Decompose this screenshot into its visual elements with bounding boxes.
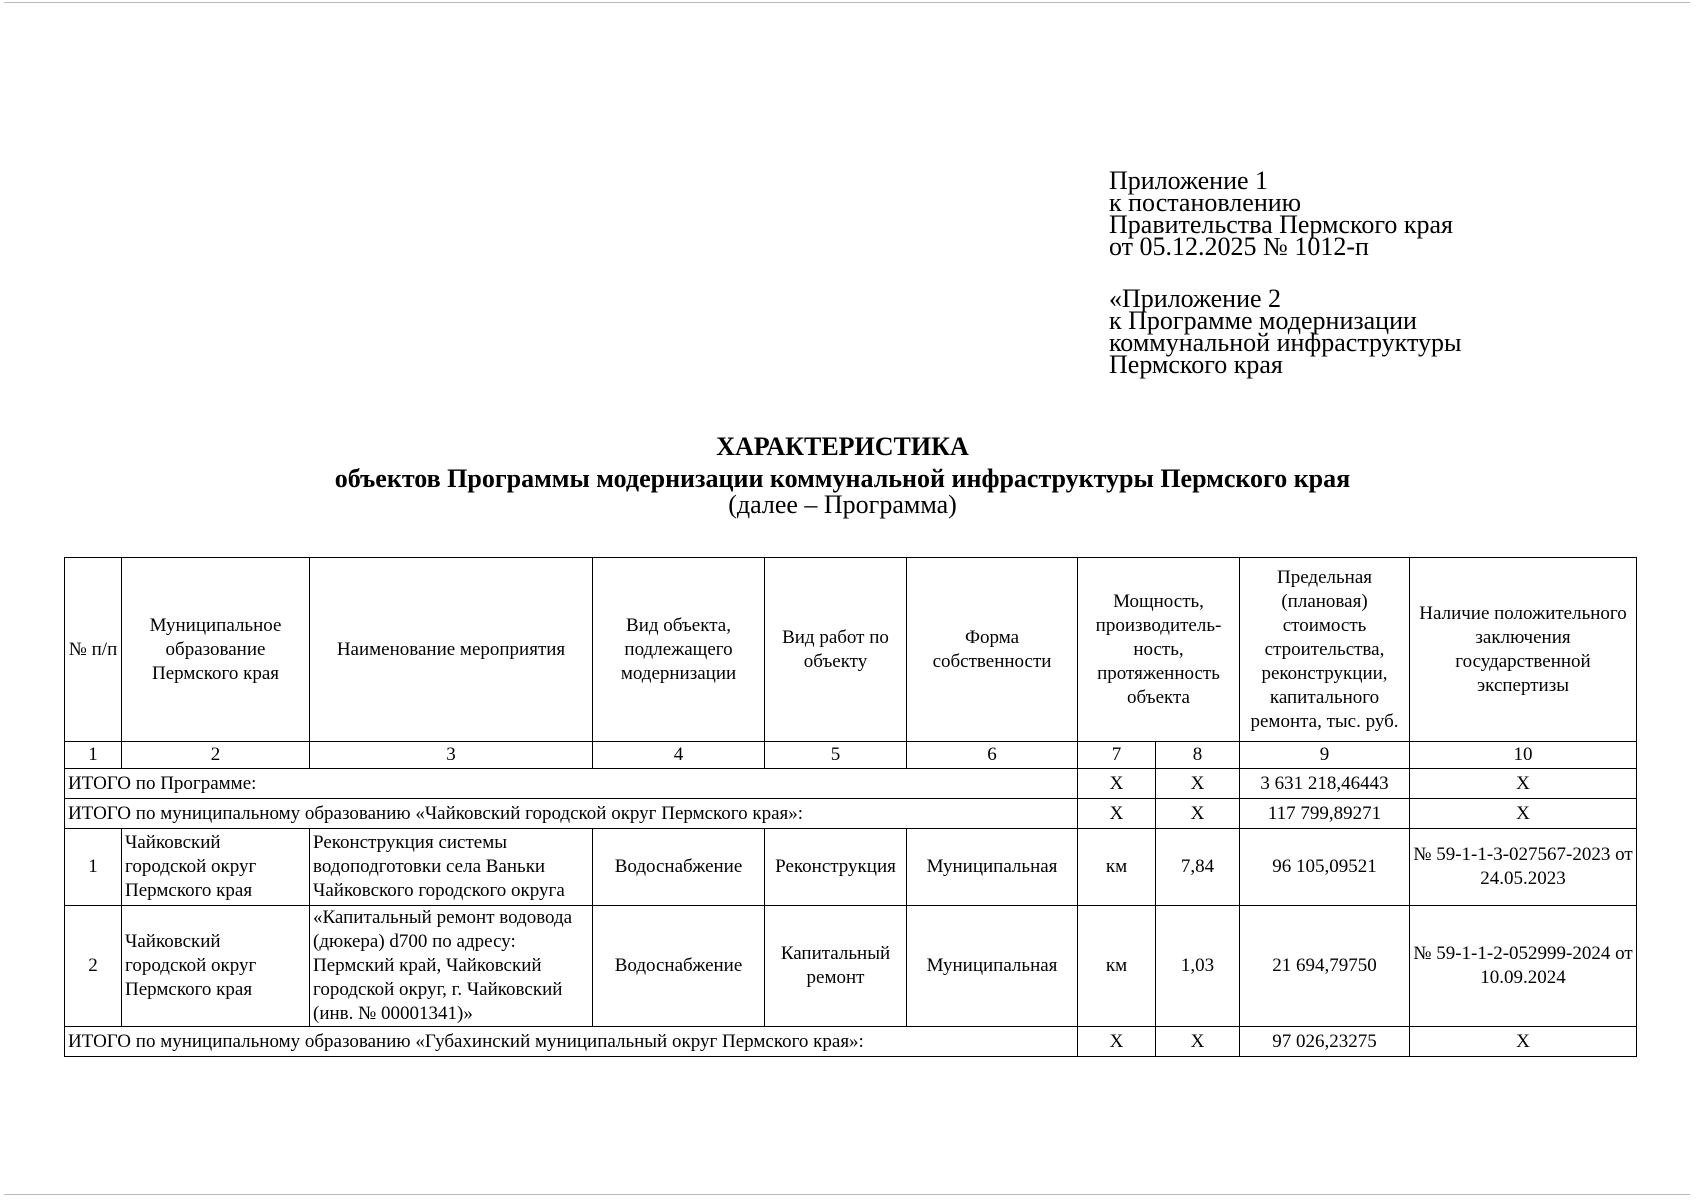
column-number: 6 xyxy=(907,742,1078,769)
column-number: 9 xyxy=(1240,742,1410,769)
table-header-row xyxy=(65,558,1637,742)
characteristics-table xyxy=(64,557,1637,1057)
header-cell-municipality: Муниципальное образование Пермского края xyxy=(122,558,310,742)
column-number: 1 xyxy=(65,742,122,769)
total-chaik-row xyxy=(65,799,1637,829)
document-title: ХАРАКТЕРИСТИКА xyxy=(716,432,969,461)
total-gubakha-c8: X xyxy=(1156,1027,1240,1057)
approval-line: Приложение 1 xyxy=(1109,166,1269,195)
row-expertise: № 59-1-1-3-027567-2023 от 24.05.2023 xyxy=(1410,829,1637,906)
approval-block xyxy=(1109,166,1462,379)
approval-line: от 05.12.2025 № 1012-п xyxy=(1109,232,1369,261)
total-program-label: ИТОГО по Программе: xyxy=(65,769,1078,799)
column-number: 8 xyxy=(1156,742,1240,769)
appendix-line: к Программе модернизации xyxy=(1109,306,1417,335)
column-number: 10 xyxy=(1410,742,1637,769)
row-object-type: Водоснабжение xyxy=(593,829,765,906)
total-chaik-expertise: X xyxy=(1410,799,1637,829)
row-ownership: Муниципальная xyxy=(907,906,1078,1027)
row-name: «Капитальный ремонт водовода (дюкера) d700 по адресу: Пермский край, Чайковский городской округ, г. Чайковский (инв. № 00001341)» xyxy=(310,906,593,1027)
column-number: 2 xyxy=(122,742,310,769)
total-gubakha-cost: 97 026,23275 xyxy=(1240,1027,1410,1057)
total-program-expertise: X xyxy=(1410,769,1637,799)
header-cell-object-type: Вид объекта, подлежащего модернизации xyxy=(593,558,765,742)
row-object-type: Водоснабжение xyxy=(593,906,765,1027)
row-name: Реконструкция системы водоподготовки села Ваньки Чайковского городского округа xyxy=(310,829,593,906)
total-chaik-c7: X xyxy=(1078,799,1156,829)
column-number: 5 xyxy=(765,742,907,769)
row-capacity: 7,84 xyxy=(1156,829,1240,906)
total-program-cost: 3 631 218,46443 xyxy=(1240,769,1410,799)
appendix-line: Пермского края xyxy=(1109,350,1283,379)
header-cell-work-type: Вид работ по объекту xyxy=(765,558,907,742)
header-cell-ownership: Форма собственности xyxy=(907,558,1078,742)
row-cost: 96 105,09521 xyxy=(1240,829,1410,906)
row-ownership: Муниципальная xyxy=(907,829,1078,906)
row-expertise: № 59-1-1-2-052999-2024 от 10.09.2024 xyxy=(1410,906,1637,1027)
total-gubakha-label: ИТОГО по муниципальному образованию «Губахинский муниципальный округ Пермского края»: xyxy=(65,1027,1078,1057)
row-municipality: Чайковский городской округ Пермского края xyxy=(122,829,310,906)
total-gubakha-expertise: X xyxy=(1410,1027,1637,1057)
header-cell-capacity: Мощность, производитель-ность, протяженность объекта xyxy=(1078,558,1240,742)
header-cell-expertise: Наличие положительного заключения государственной экспертизы xyxy=(1410,558,1637,742)
table-row xyxy=(65,906,1637,1027)
row-capacity: 1,03 xyxy=(1156,906,1240,1027)
row-num: 2 xyxy=(65,906,122,1027)
document-subtitle: объектов Программы модернизации коммунальной инфраструктуры Пермского края xyxy=(334,464,1351,493)
table-row xyxy=(65,829,1637,906)
header-cell-name: Наименование мероприятия xyxy=(310,558,593,742)
total-program-c8: X xyxy=(1156,769,1240,799)
approval-line: Правительства Пермского края xyxy=(1109,210,1453,239)
total-chaik-c8: X xyxy=(1156,799,1240,829)
appendix-line: коммунальной инфраструктуры xyxy=(1109,328,1462,357)
row-num: 1 xyxy=(65,829,122,906)
title-block xyxy=(0,432,1685,519)
header-cell-num: № п/п xyxy=(65,558,122,742)
row-cost: 21 694,79750 xyxy=(1240,906,1410,1027)
row-unit: км xyxy=(1078,829,1156,906)
approval-line: к постановлению xyxy=(1109,188,1302,217)
total-gubakha-row xyxy=(65,1027,1637,1057)
total-chaik-cost: 117 799,89271 xyxy=(1240,799,1410,829)
total-gubakha-c7: X xyxy=(1078,1027,1156,1057)
header-cell-cost: Предельная (плановая) стоимость строительства, реконструкции, капитального ремонта, тыс. руб. xyxy=(1240,558,1410,742)
row-work-type: Капитальный ремонт xyxy=(765,906,907,1027)
column-number: 3 xyxy=(310,742,593,769)
row-work-type: Реконструкция xyxy=(765,829,907,906)
column-number: 7 xyxy=(1078,742,1156,769)
column-number: 4 xyxy=(593,742,765,769)
total-program-row xyxy=(65,769,1637,799)
total-chaik-label: ИТОГО по муниципальному образованию «Чайковский городской округ Пермского края»: xyxy=(65,799,1078,829)
row-unit: км xyxy=(1078,906,1156,1027)
appendix-line: «Приложение 2 xyxy=(1109,284,1282,313)
column-number-row xyxy=(65,742,1637,769)
document-subtitle-note: (далее – Программа) xyxy=(728,490,957,519)
row-municipality: Чайковский городской округ Пермского края xyxy=(122,906,310,1027)
total-program-c7: X xyxy=(1078,769,1156,799)
